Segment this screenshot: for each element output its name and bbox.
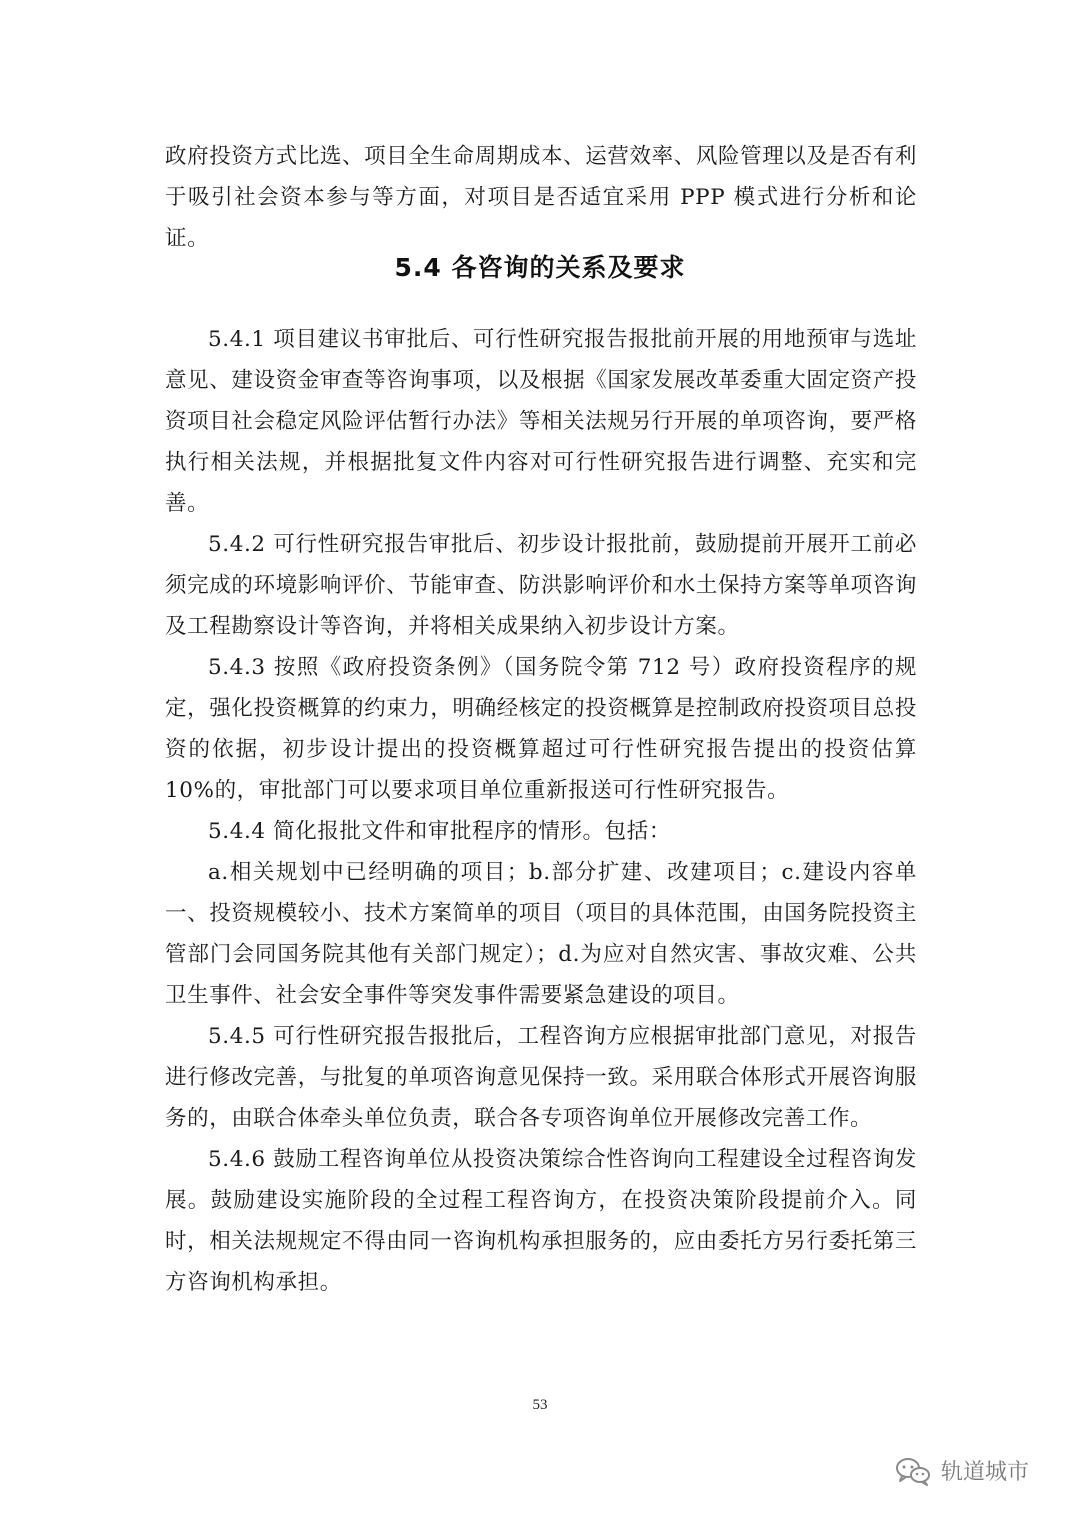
watermark <box>895 1455 1029 1486</box>
paragraph-5-4-4: 5.4.4 简化报批文件和审批程序的情形。包括： <box>208 819 671 844</box>
paragraph-5-4-6: 5.4.6 鼓励工程咨询单位从投资决策综合性咨询向工程建设全过程咨询发展。鼓励建设实施阶段的全过程工程咨询方，在投资决策阶段提前介入。同时，相关法规规定不得由同一咨询机构承担服务的，应由委托方另行委托第三方咨询机构承担。 <box>165 1147 917 1295</box>
intro-paragraph: 政府投资方式比选、项目全生命周期成本、运营效率、风险管理以及是否有利于吸引社会资本参与等方面，对项目是否适宜采用 PPP 模式进行分析和论证。 <box>165 144 917 251</box>
watermark-text: 轨道城市 <box>941 1460 1030 1485</box>
paragraph-5-4-3: 5.4.3 按照《政府投资条例》（国务院令第 712 号）政府投资程序的规定，强化投资概算的约束力，明确经核定的投资概算是控制政府投资项目总投资的依据，初步设计提出的投资概算超过可行性研究报告提出的投资估算 10%的，审批部门可以要求项目单位重新报送可行性研究报告。 <box>165 655 917 803</box>
page-number: 53 <box>532 1397 548 1413</box>
paragraph-5-4-4-list: a.相关规划中已经明确的项目；b.部分扩建、改建项目；c.建设内容单一、投资规模较小、技术方案简单的项目（项目的具体范围，由国务院投资主管部门会同国务院其他有关部门规定）；d.为应对自然灾害、事故灾难、公共卫生事件、社会安全事件等突发事件需要紧急建设的项目。 <box>165 860 917 1008</box>
section-title: 5.4 各咨询的关系及要求 <box>394 253 686 282</box>
intro-block <box>165 136 917 259</box>
section-body <box>165 319 917 1303</box>
wechat-icon <box>895 1456 931 1486</box>
paragraph-5-4-1: 5.4.1 项目建议书审批后、可行性研究报告报批前开展的用地预审与选址意见、建设资金审查等咨询事项，以及根据《国家发展改革委重大固定资产投资项目社会稳定风险评估暂行办法》等相关法规另行开展的单项咨询，要严格执行相关法规，并根据批复文件内容对可行性研究报告进行调整、充实和完善。 <box>165 327 917 516</box>
paragraph-5-4-2: 5.4.2 可行性研究报告审批后、初步设计报批前，鼓励提前开展开工前必须完成的环境影响评价、节能审查、防洪影响评价和水土保持方案等单项咨询及工程勘察设计等咨询，并将相关成果纳入初步设计方案。 <box>165 532 917 639</box>
paragraph-5-4-5: 5.4.5 可行性研究报告报批后，工程咨询方应根据审批部门意见，对报告进行修改完善，与批复的单项咨询意见保持一致。采用联合体形式开展咨询服务的，由联合体牵头单位负责，联合各专项咨询单位开展修改完善工作。 <box>165 1024 917 1131</box>
